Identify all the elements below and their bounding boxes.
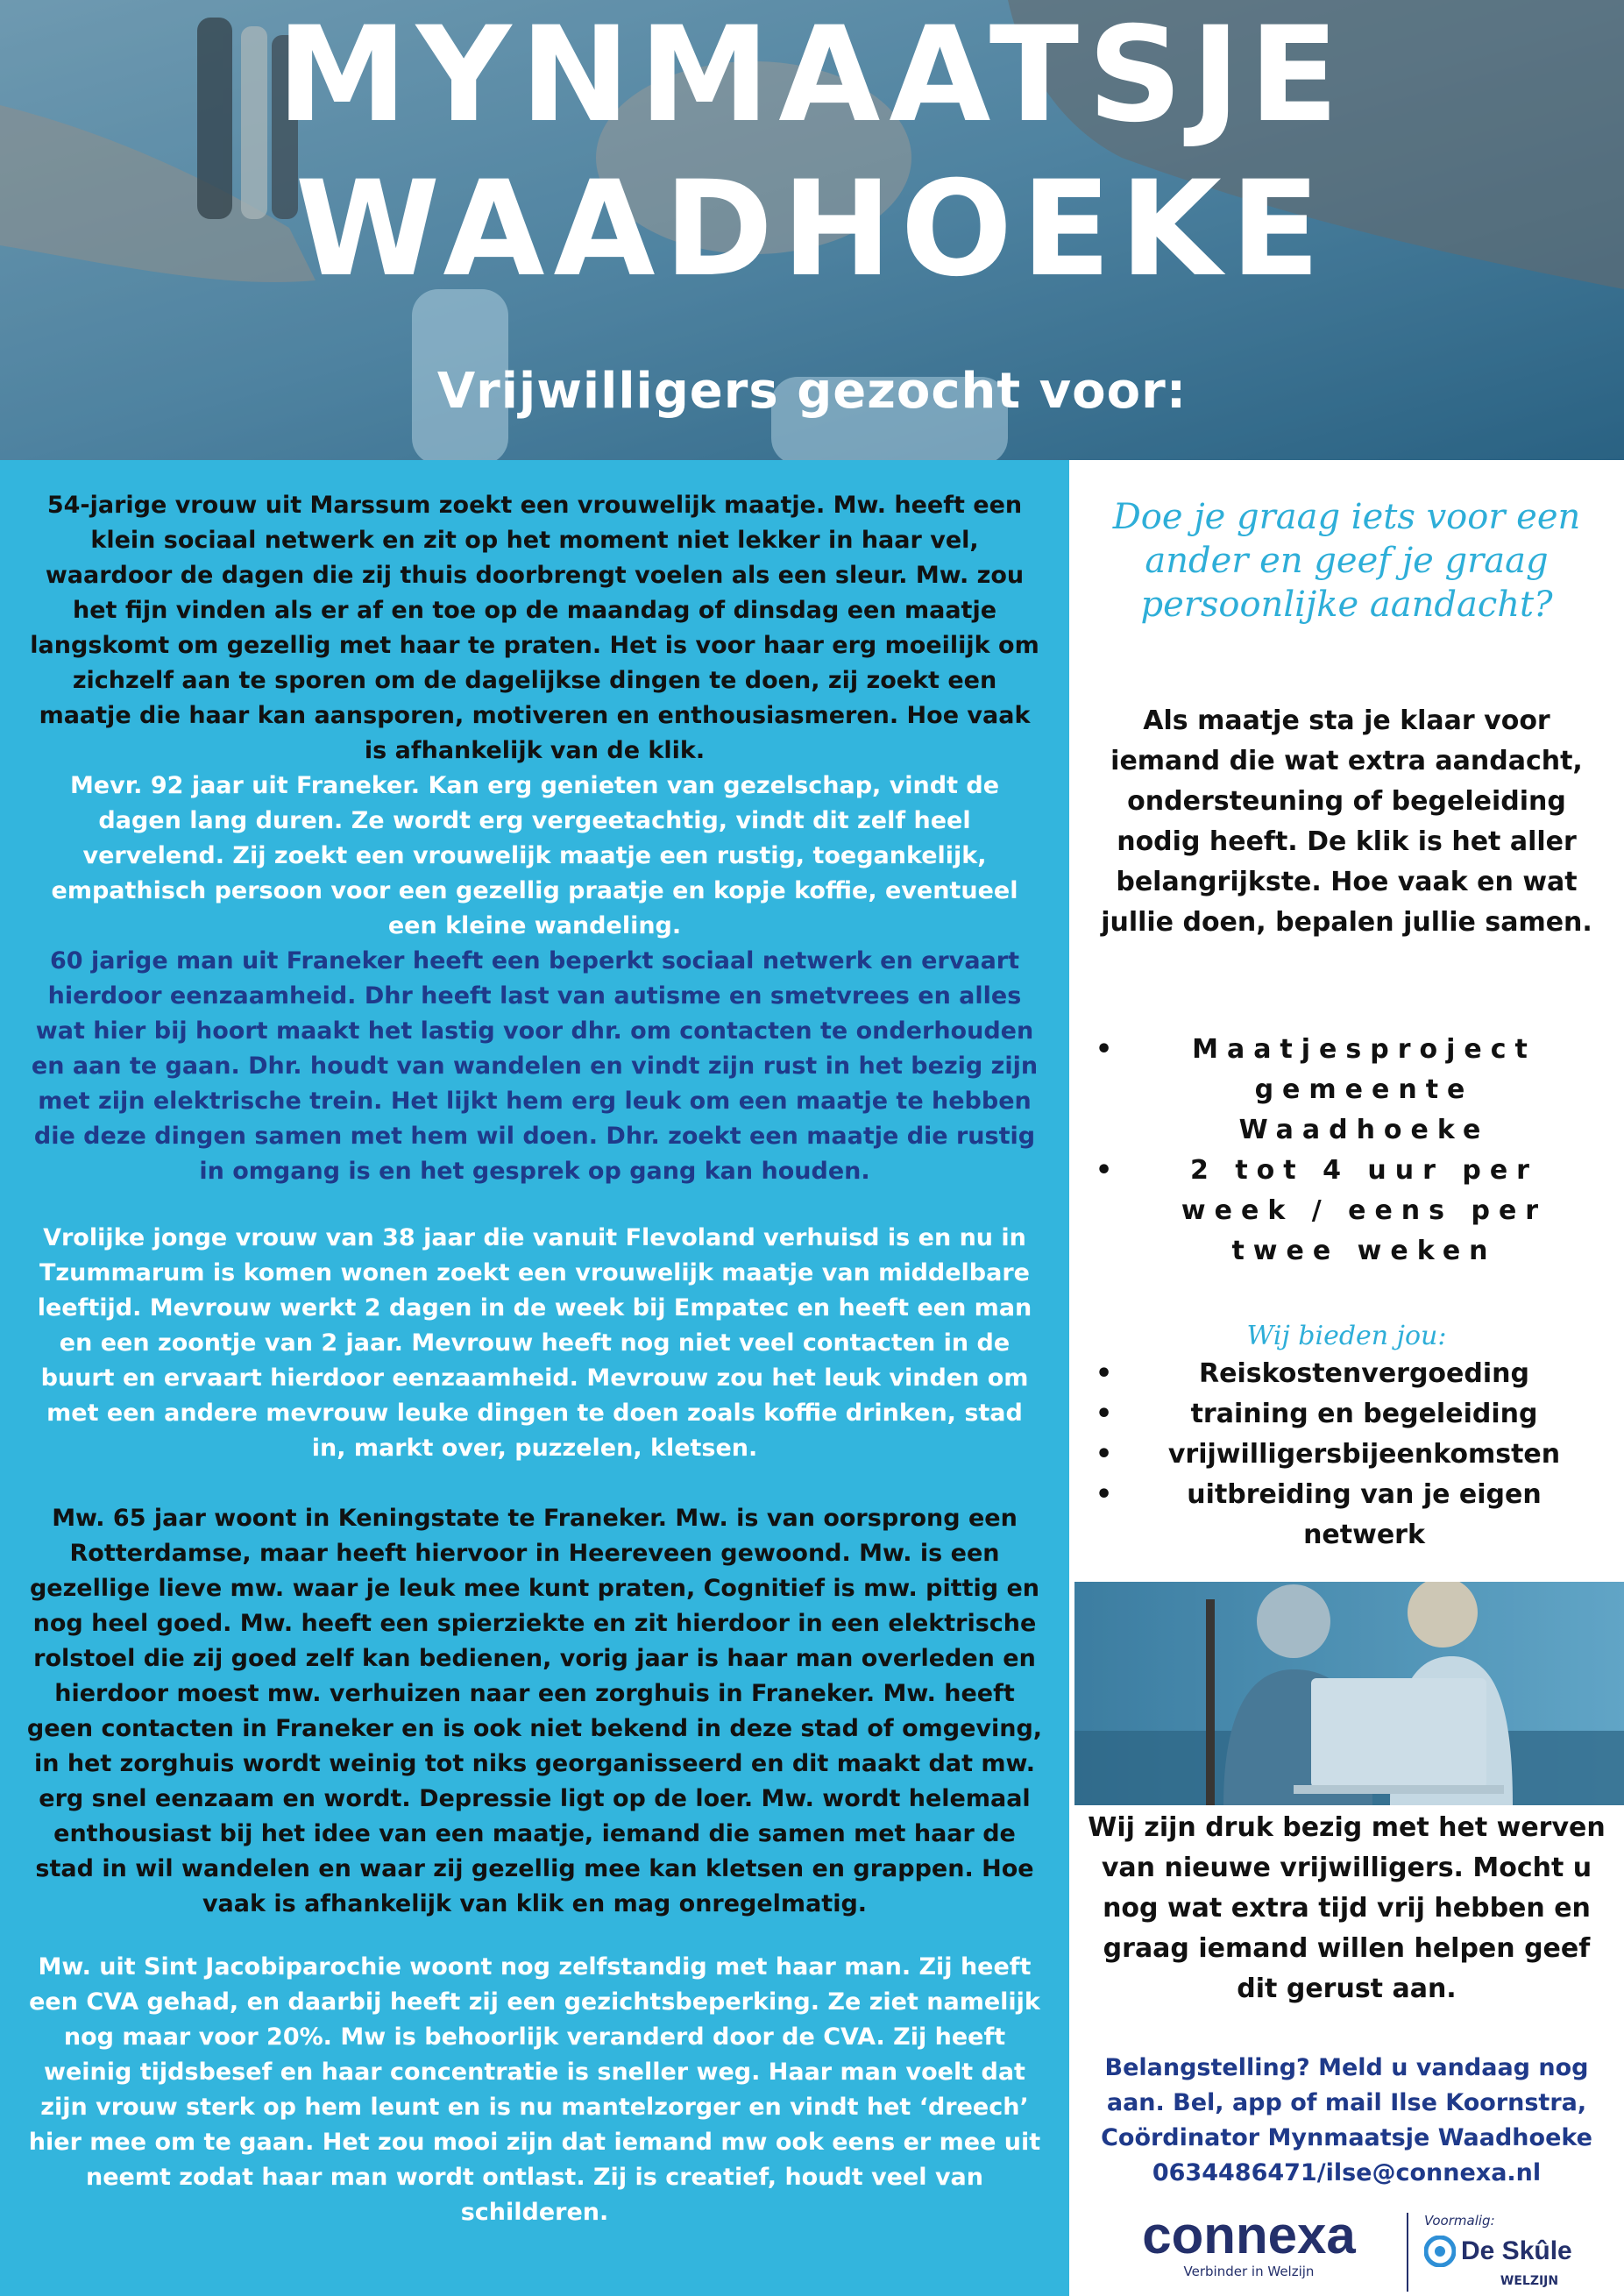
profile-5-text: Mw. 65 jaar woont in Keningstate te Franeker. Mw. is van oorsprong een Rotterdamse, maar heeft hiervoor in Heereveen gewoond. Mw. is een gezellige lieve mw. waar je leuk mee kunt praten, Cognitief is mw. pittig en nog heel goed. Mw. heeft een spierziekte en zit hierdoor in een elektrische rolstoel die zij goed zelf kan bedienen, vorig jaar is haar man overleden en hierdoor moest mw. verhuizen naar een zorghuis in Franeker. Mw. heeft geen contacten in Franeker en is ook niet bekend in deze stad of omgeving, in het zorghuis wordt weinig tot niks georganisseerd en dit maakt dat mw. erg snel eenzaam en wordt. Depressie ligt op de loer. Mw. wordt helemaal enthousiast bij het idee van een maatje, iemand die samen met haar de stad in wil wandelen en waar zij gezellig mee kan kletsen en grappen. Hoe vaak is afhankelijk van klik en mag onregelmatig. [26, 1505, 1043, 1917]
profiles-panel [0, 460, 1069, 2296]
tagline: Doe je graag iets voor een ander en geef je graag persoonlijke aandacht? [1112, 497, 1581, 625]
project-item-label: Maatjesproject gemeente Waadhoeke [1192, 1034, 1536, 1145]
bullet-icon: • [1096, 1358, 1113, 1389]
offer-item-label: Reiskostenvergoeding [1199, 1358, 1529, 1389]
bullet-icon: • [1096, 1399, 1113, 1429]
offer-item [1087, 1435, 1606, 1475]
project-list [1087, 1030, 1606, 1272]
offer-item-label: vrijwilligersbijeenkomsten [1167, 1439, 1561, 1470]
de-skule-logo-text: De Skûle [1461, 2236, 1572, 2265]
title-line-2: WAADHOEKE [294, 153, 1330, 306]
profile-4-text: Vrolijke jonge vrouw van 38 jaar die vanuit Flevoland verhuisd is en nu in Tzummarum is komen wonen zoekt een vrouwelijk maatje van middelbare leeftijd. Mevrouw werkt 2 dagen in de week bij Empatec en heeft een man en een zoontje van 2 jaar. Mevrouw heeft nog niet veel contacten in de buurt en ervaart hierdoor eenzaamheid. Mevrouw zou het leuk vinden om met een andere mevrouw leuke dingen te doen zoals koffie drinken, stad in, markt over, puzzelen, kletsen. [37, 1224, 1032, 1462]
profile-1-text: 54-jarige vrouw uit Marssum zoekt een vrouwelijk maatje. Mw. heeft een klein sociaal netwerk en zit op het moment niet lekker in haar vel, waardoor de dagen die zij thuis doorbrengt voelen als een sleur. Mw. zou het fijn vinden als er af en toe op de maandag of dinsdag een maatje langskomt om gezellig met haar te praten. Het is voor haar erg moeilijk om zichzelf aan te sporen om de dagelijkse dingen te doen, zij zoekt een maatje die haar kan aansporen, motiveren en enthousiasmeren. Hoe vaak is afhankelijk van de klik. [30, 492, 1039, 764]
contact-text: Belangstelling? Meld u vandaag nog aan. Bel, app of mail Ilse Koornstra, Coördinator Mynmaatsje Waadhoeke 0634486471/ilse@connexa.nl [1101, 2054, 1592, 2186]
offer-heading: Wij bieden jou: [1246, 1321, 1447, 1351]
offer-item [1087, 1394, 1606, 1435]
offer-item-label: training en begeleiding [1190, 1399, 1538, 1429]
profile-3-text: 60 jarige man uit Franeker heeft een beperkt sociaal netwerk en ervaart hierdoor eenzaamheid. Dhr heeft last van autisme en smetvrees en alles wat hier bij hoort maakt het lastig voor dhr. om contacten te onderhouden en aan te gaan. Dhr. houdt van wandelen en vindt zijn rust in het bezig zijn met zijn elektrische trein. Het lijkt hem erg leuk om een maatje te hebben die deze dingen samen met hem wil doen. Dhr. zoekt een maatje die rustig in omgang is en het gesprek op gang kan houden. [31, 947, 1039, 1185]
info-sidebar [1069, 460, 1624, 2296]
de-skule-logo-icon [1424, 2236, 1456, 2267]
project-item-label: 2 tot 4 uur per week / eens per twee weken [1181, 1155, 1548, 1266]
profile-6-text: Mw. uit Sint Jacobiparochie woont nog zelfstandig met haar man. Zij heeft een CVA gehad, en daarbij heeft zij een gezichtsbeperking. Ze ziet namelijk nog maar voor 20%. Mw is behoorlijk veranderd door de CVA. Zij heeft weinig tijdsbesef en haar concentratie is sneller weg. Haar man voelt dat zijn vrouw sterk op hem leunt en is nu mantelzorger en vindt het ‘dreech’ hier mee om te gaan. Het zou mooi zijn dat iemand mw ook eens er mee uit neemt zodat haar man wordt ontlast. Zij is creatief, houdt veel van schilderen. [28, 1953, 1041, 2226]
connexa-logo-sub: Verbinder in Welzijn [1183, 2264, 1315, 2279]
de-skule-logo-sub: WELZIJN [1500, 2274, 1559, 2288]
offer-item [1087, 1475, 1606, 1555]
title-line-1: MYNMAATSJE [276, 0, 1348, 152]
bullet-icon: • [1096, 1479, 1113, 1510]
formerly-label: Voormalig: [1424, 2213, 1495, 2229]
profile-2-text: Mevr. 92 jaar uit Franeker. Kan erg genieten van gezelschap, vindt de dagen lang duren. Ze wordt erg vergeetachtig, vindt dit zelf heel vervelend. Zij zoekt een vrouwelijk maatje een rustig, toegankelijk, empathisch persoon voor een gezellig praatje en kopje koffie, eventueel een kleine wandeling. [51, 772, 1018, 939]
connexa-logo [1109, 2208, 1389, 2280]
project-item [1087, 1030, 1606, 1151]
recruit-text: Wij zijn druk bezig met het werven van nieuwe vrijwilligers. Mocht u nog wat extra tijd vrij hebben en graag iemand willen helpen geef dit gerust aan. [1088, 1812, 1606, 2004]
bullet-icon: • [1096, 1034, 1113, 1065]
bullet-icon: • [1096, 1439, 1113, 1470]
de-skule-logo [1424, 2211, 1599, 2288]
intro-text: Als maatje sta je klaar voor iemand die wat extra aandacht, ondersteuning of begeleiding nodig heeft. De klik is het aller belangrijkste. Hoe vaak en wat jullie doen, bepalen jullie samen. [1101, 705, 1592, 938]
hero-banner [0, 0, 1624, 460]
logo-divider [1407, 2213, 1408, 2292]
project-item [1087, 1151, 1606, 1272]
offer-item [1087, 1354, 1606, 1394]
offer-list [1087, 1354, 1606, 1555]
connexa-logo-text: connexa [1142, 2206, 1356, 2264]
subtitle: Vrijwilligers gezocht voor: [436, 363, 1188, 420]
photo-elderly-man-and-caregiver [1074, 1582, 1624, 1805]
bullet-icon: • [1096, 1155, 1113, 1186]
offer-item-label: uitbreiding van je eigen netwerk [1187, 1479, 1542, 1550]
